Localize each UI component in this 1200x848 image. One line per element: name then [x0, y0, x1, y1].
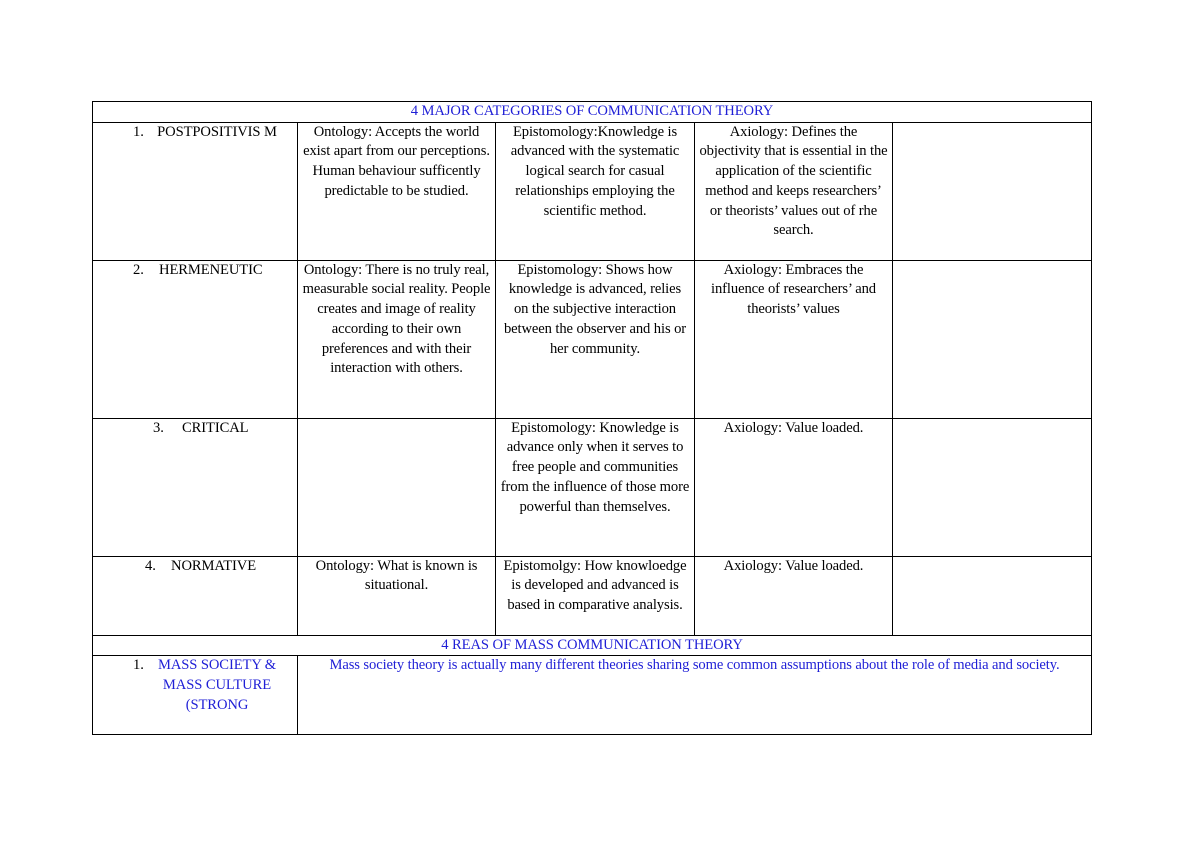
- category-label: NORMATIVE: [171, 557, 257, 574]
- table-row: [93, 656, 1092, 735]
- major-categories-heading: 4 MAJOR CATEGORIES OF COMMUNICATION THEORY: [93, 102, 1092, 123]
- axiology-cell: Axiology: Value loaded.: [695, 418, 893, 556]
- empty-cell: [893, 418, 1092, 556]
- category-label: CRITICAL: [182, 419, 249, 436]
- axiology-cell: Axiology: Value loaded.: [695, 556, 893, 635]
- table-header-row: [93, 102, 1092, 123]
- category-cell: [93, 260, 298, 418]
- ontology-cell: Ontology: Accepts the world exist apart from our perceptions. Human behaviour sufficently predictable to be studied.: [298, 122, 496, 260]
- category-number: 1.: [133, 123, 144, 140]
- category-label: HERMENEUTIC: [159, 261, 263, 278]
- category-number: 1.: [133, 657, 144, 674]
- table-row: [93, 122, 1092, 260]
- communication-theory-table: [92, 101, 1092, 735]
- mass-society-description: Mass society theory is actually many different theories sharing some common assumptions about the role of media and society.: [298, 656, 1092, 735]
- ontology-cell: Ontology: There is no truly real, measurable social reality. People creates and image of reality according to their own preferences and with their interaction with others.: [298, 260, 496, 418]
- category-label: POSTPOSITIVIS M: [157, 123, 277, 140]
- axiology-cell: Axiology: Defines the objectivity that is essential in the application of the scientific method and keeps researchers’ or theorists’ values out of rhe search.: [695, 122, 893, 260]
- ontology-cell: [298, 418, 496, 556]
- category-cell: [93, 656, 298, 735]
- category-cell: [93, 122, 298, 260]
- category-number: 4.: [145, 557, 156, 574]
- ontology-cell: Ontology: What is known is situational.: [298, 556, 496, 635]
- table-header-row: [93, 635, 1092, 656]
- table-row: [93, 260, 1092, 418]
- epistemology-cell: Epistomology: Shows how knowledge is advanced, relies on the subjective interaction between the observer and his or her community.: [496, 260, 695, 418]
- axiology-cell: Axiology: Embraces the influence of researchers’ and theorists’ values: [695, 260, 893, 418]
- category-number: 2.: [133, 261, 144, 278]
- category-number: 3.: [153, 419, 164, 436]
- epistemology-cell: Epistomolgy: How knowloedge is developed and advanced is based in comparative analysis.: [496, 556, 695, 635]
- empty-cell: [893, 556, 1092, 635]
- epistemology-cell: Epistomology: Knowledge is advance only when it serves to free people and communities from the influence of those more powerful than themselves.: [496, 418, 695, 556]
- category-label: MASS SOCIETY & MASS CULTURE (STRONG: [157, 657, 277, 713]
- category-cell: [93, 556, 298, 635]
- empty-cell: [893, 122, 1092, 260]
- empty-cell: [893, 260, 1092, 418]
- epistemology-cell: Epistomology:Knowledge is advanced with the systematic logical search for casual relationships employing the scientific method.: [496, 122, 695, 260]
- table-row: [93, 556, 1092, 635]
- category-cell: [93, 418, 298, 556]
- table-row: [93, 418, 1092, 556]
- mass-communication-heading: 4 REAS OF MASS COMMUNICATION THEORY: [93, 635, 1092, 656]
